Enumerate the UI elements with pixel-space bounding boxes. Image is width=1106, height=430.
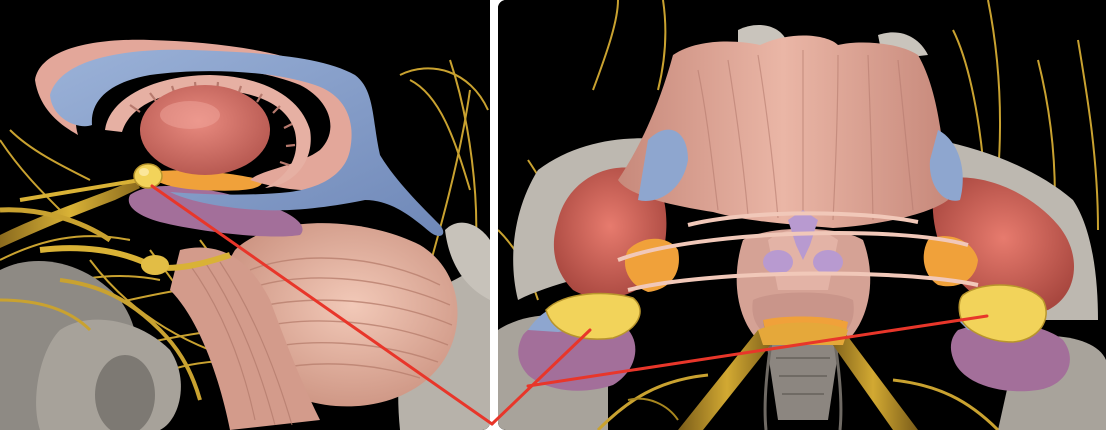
thalamus xyxy=(140,85,270,175)
inferior-brain-illustration xyxy=(498,0,1106,430)
olfactory-bulb-left xyxy=(134,164,162,188)
left-view-panel xyxy=(0,0,490,430)
lateral-brain-illustration xyxy=(0,0,490,430)
right-view-id xyxy=(498,0,499,1)
right-view-panel xyxy=(498,0,1106,430)
